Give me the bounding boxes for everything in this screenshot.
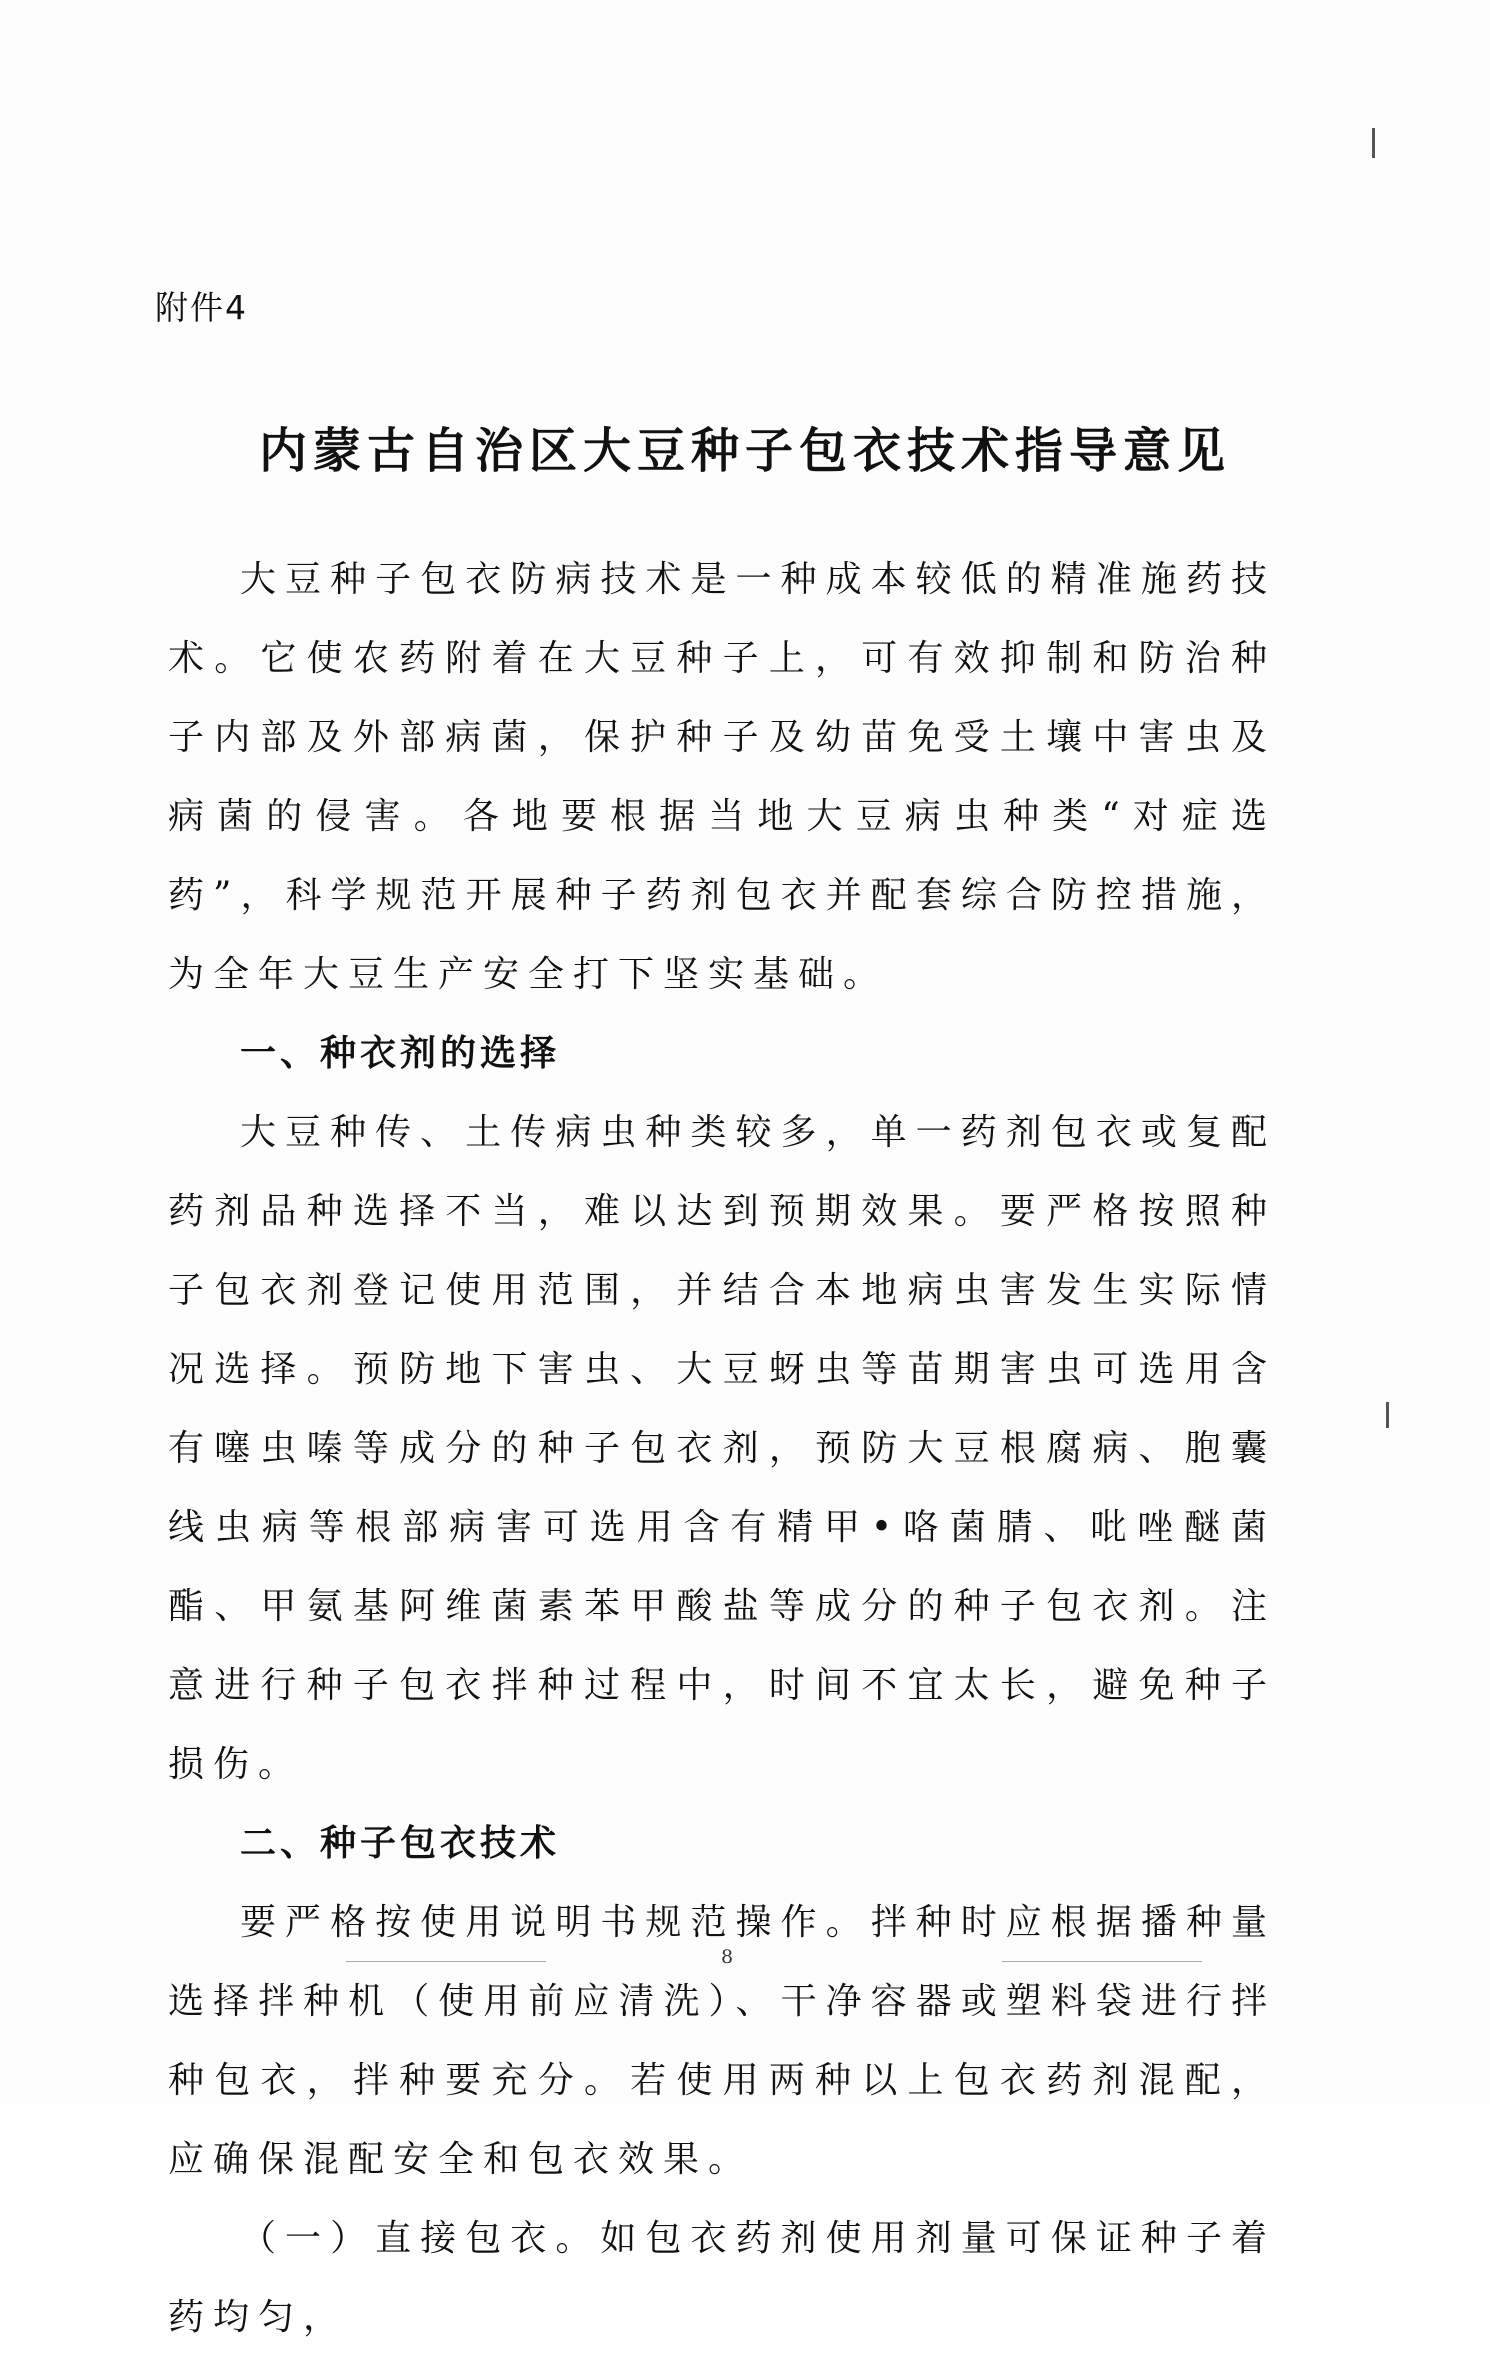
section-1-paragraph: 大豆种传、土传病虫种类较多，单一药剂包衣或复配药剂品种选择不当，难以达到预期效果。要严格按照种子包衣剂登记使用范围，并结合本地病虫害发生实际情况选择。预防地下害虫、大豆蚜虫等苗期害虫可选用含有噻虫嗪等成分的种子包衣剂，预防大豆根腐病、胞囊线虫病等根部病害可选用含有精甲•咯菌腈、吡唑醚菌酯、甲氨基阿维菌素苯甲酸盐等成分的种子包衣剂。注意进行种子包衣拌种过程中，时间不宜太长，避免种子损伤。	[168, 1112, 1276, 1785]
intro-paragraph: 大豆种子包衣防病技术是一种成本较低的精准施药技术。它使农药附着在大豆种子上，可有效抑制和防治种子内部及外部病菌，保护种子及幼苗免受土壤中害虫及病菌的侵害。各地要根据当地大豆病虫种类“对症选药”，科学规范开展种子药剂包衣并配套综合防控措施，为全年大豆生产安全打下坚实基础。	[168, 559, 1276, 995]
section-2-subitem-1: （一）直接包衣。如包衣药剂使用剂量可保证种子着药均匀，	[168, 2218, 1276, 2338]
scan-mark-middle	[1386, 1402, 1389, 1428]
attachment-label: 附件4	[155, 288, 248, 327]
footer-rule-right	[1002, 1961, 1202, 1962]
document-title: 内蒙古自治区大豆种子包衣技术指导意见	[258, 423, 1231, 479]
footer-rule-left	[346, 1961, 546, 1962]
section-2-heading: 二、种子包衣技术	[240, 1823, 561, 1864]
page-number: 8	[721, 1946, 734, 1968]
section-1-heading: 一、种衣剂的选择	[240, 1033, 561, 1074]
document-body	[168, 540, 1276, 2357]
scan-mark-top	[1372, 128, 1375, 158]
section-2-paragraph: 要严格按使用说明书规范操作。拌种时应根据播种量选择拌种机（使用前应清洗）、干净容器或塑料袋进行拌种包衣，拌种要充分。若使用两种以上包衣药剂混配，应确保混配安全和包衣效果。	[168, 1902, 1276, 2180]
